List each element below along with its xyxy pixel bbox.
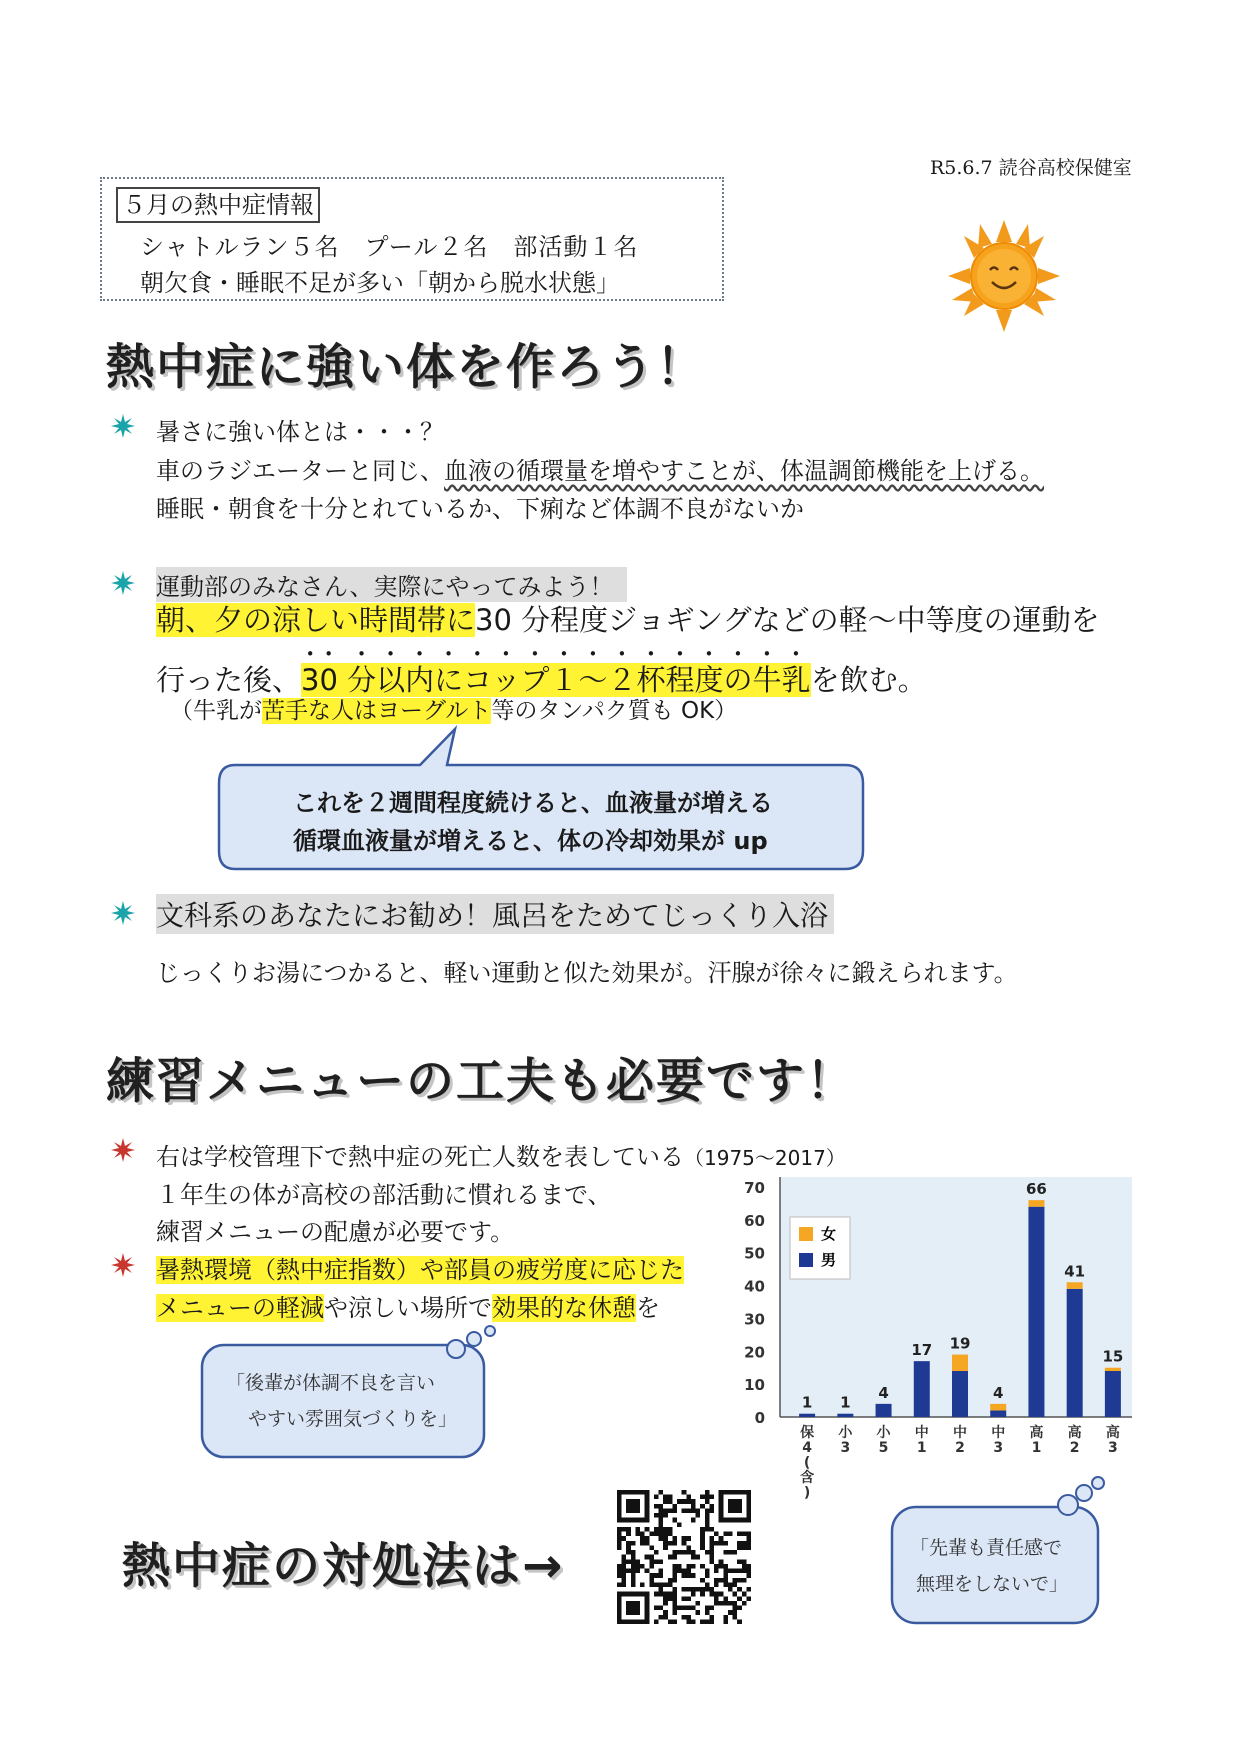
section4-line2: １年生の体が高校の部活動に慣れるまで、 [156, 1181, 612, 1209]
chart-bar-male [799, 1414, 815, 1417]
chart-data-label: 1 [801, 1393, 813, 1412]
section4-line5-a: メニューの軽減 [156, 1294, 324, 1322]
chart-y-tick-label: 60 [744, 1211, 765, 1230]
section2-line1 [156, 598, 1100, 639]
chart-x-tick-label: 高 2 [1067, 1425, 1082, 1456]
chart-data-label: 15 [1102, 1347, 1124, 1366]
legend-female-label: 女 [821, 1225, 837, 1243]
section4-line4-text: 暑熱環境（熱中症指数）や部員の疲労度に応じた [156, 1256, 684, 1284]
section1-line1 [156, 451, 1044, 486]
heatstroke-deaths-chart [735, 1175, 1135, 1501]
section2-note-a: （牛乳が [170, 698, 262, 724]
chart-x-tick-label: 小 5 [876, 1425, 891, 1456]
chart-bar-male [914, 1361, 930, 1417]
heading-strong-body: 熱中症に強い体を作ろう！ [106, 339, 707, 395]
section2-note [170, 692, 737, 725]
section4-line4 [156, 1250, 684, 1285]
callout-line2: 循環血液量が増えると、体の冷却効果が up [293, 827, 768, 855]
section2-line1-b: 30 分程度ジョギングなどの軽～中等度の運動を [475, 603, 1100, 637]
chart-bar-female [1028, 1200, 1044, 1207]
chart-x-tick-label: 保 4 (含) [800, 1425, 815, 1501]
callout-line1: これを２週間程度続けると、血液量が増える [293, 789, 773, 817]
sun-icon [946, 218, 1062, 334]
heading-treatment: 熱中症の対処法は→ [122, 1538, 565, 1594]
chart-x-tick-label: 中 1 [914, 1425, 929, 1456]
section4-line1 [156, 1137, 846, 1172]
chart-bar-female [1105, 1368, 1121, 1371]
chart-y-tick-label: 20 [744, 1343, 765, 1362]
info-box-title: ５月の熱中症情報 [116, 187, 320, 223]
section4-line5-d: を [636, 1294, 660, 1322]
section3-line1: じっくりお湯につかると、軽い運動と似た効果が。汗腺が徐々に鍛えられます。 [156, 959, 1018, 987]
heatstroke-info-box [100, 177, 724, 301]
section2-note-b: 苦手な人はヨーグルト [262, 698, 492, 724]
chart-bar-female [990, 1404, 1006, 1411]
chart-bar-male [952, 1371, 968, 1417]
chart-bar-female [952, 1355, 968, 1371]
qr-code[interactable] [617, 1490, 751, 1624]
chart-data-label: 66 [1026, 1180, 1047, 1199]
info-box-line2: 朝欠食・睡眠不足が多い「朝から脱水状態」 [140, 269, 620, 297]
date-label: R5.6.7 読谷高校保健室 [930, 157, 1132, 179]
chart-y-tick-label: 10 [744, 1376, 765, 1395]
chart-y-tick-label: 50 [744, 1244, 765, 1263]
chart-data-label: 19 [949, 1334, 971, 1353]
chart-x-tick-label: 小 3 [838, 1425, 853, 1456]
legend-male-swatch [799, 1253, 813, 1267]
section4-line5 [156, 1288, 660, 1323]
legend-male-label: 男 [821, 1251, 837, 1269]
section4-line5-c: 効果的な休憩 [492, 1294, 636, 1322]
section2-line2 [156, 645, 927, 699]
chart-y-tick-label: 40 [744, 1277, 765, 1296]
chart-bar-male [1067, 1289, 1083, 1417]
chart-data-label: 41 [1064, 1262, 1086, 1281]
chart-y-tick-label: 0 [754, 1409, 765, 1427]
section2-line2-c: を飲む。 [810, 663, 927, 697]
chart-x-tick-label: 中 2 [953, 1425, 967, 1456]
chart-x-tick-label: 高 3 [1105, 1425, 1120, 1456]
teal-starburst-bullet-icon [110, 413, 136, 439]
section4-line1-a: 右は学校管理下で熱中症の死亡人数を表している [156, 1143, 684, 1171]
thought-bubble-2-line1: 「先輩も責任感で [910, 1537, 1063, 1559]
callout-bubble [218, 761, 862, 869]
section2-line2-b: 30 分以内にコップ１～２杯程度の牛乳 [301, 663, 811, 697]
chart-bar-male [876, 1404, 892, 1417]
chart-bar-male [990, 1410, 1006, 1417]
chart-y-tick-label: 30 [744, 1310, 765, 1329]
teal-starburst-bullet-icon [110, 900, 136, 926]
section1-line2: 睡眠・朝食を十分とれているか、下痢など体調不良がないか [156, 495, 804, 523]
chart-data-label: 4 [878, 1383, 889, 1402]
info-box-line1: シャトルラン５名 プール２名 部活動１名 [140, 233, 639, 261]
chart-data-label: 1 [840, 1393, 851, 1412]
chart-data-label: 4 [993, 1383, 1004, 1402]
section2-line2-a: 行った後、 [156, 663, 302, 697]
red-starburst-bullet-icon [110, 1137, 136, 1163]
section1-title: 暑さに強い体とは・・・？ [156, 418, 444, 446]
section2-title: 運動部のみなさん、実際にやってみよう！ [156, 567, 627, 602]
chart-data-label: 17 [911, 1341, 933, 1360]
section3-title: 文科系のあなたにお勧め！風呂をためてじっくり入浴 [156, 894, 834, 934]
section1-line1-a: 車のラジエーターと同じ、 [156, 457, 444, 485]
legend-female-swatch [799, 1227, 813, 1241]
section2-line1-a: 朝、夕の涼しい時間帯に [156, 603, 476, 637]
chart-x-tick-label: 中 3 [991, 1425, 1006, 1456]
section1-line1-b: 血液の循環量を増やすことが、体温調節機能を上げる。 [444, 457, 1044, 485]
thought-bubble-1-line2: やすい雰囲気づくりを」 [248, 1408, 458, 1430]
chart-bar-male [1028, 1207, 1044, 1417]
thought-bubble-2-line2: 無理をしないで」 [916, 1573, 1069, 1595]
chart-y-tick-label: 70 [744, 1179, 765, 1197]
chart-bar-male [837, 1414, 853, 1417]
chart-bar-female [1067, 1282, 1083, 1289]
chart-x-tick-label: 高 1 [1029, 1425, 1044, 1456]
thought-bubble-1-line1: 「後輩が体調不良を言い [226, 1372, 436, 1394]
red-starburst-bullet-icon [110, 1252, 136, 1278]
section4-line1-b: （1975～2017） [684, 1146, 846, 1170]
heading-practice-menu: 練習メニューの工夫も必要です！ [106, 1053, 857, 1109]
chart-legend [790, 1217, 850, 1279]
chart-bar-male [1105, 1371, 1121, 1417]
section4-line5-b: や涼しい場所で [324, 1294, 492, 1322]
section2-note-c: 等のタンパク質も OK） [491, 698, 738, 724]
teal-starburst-bullet-icon [110, 570, 136, 596]
section4-line3: 練習メニューの配慮が必要です。 [156, 1218, 515, 1246]
